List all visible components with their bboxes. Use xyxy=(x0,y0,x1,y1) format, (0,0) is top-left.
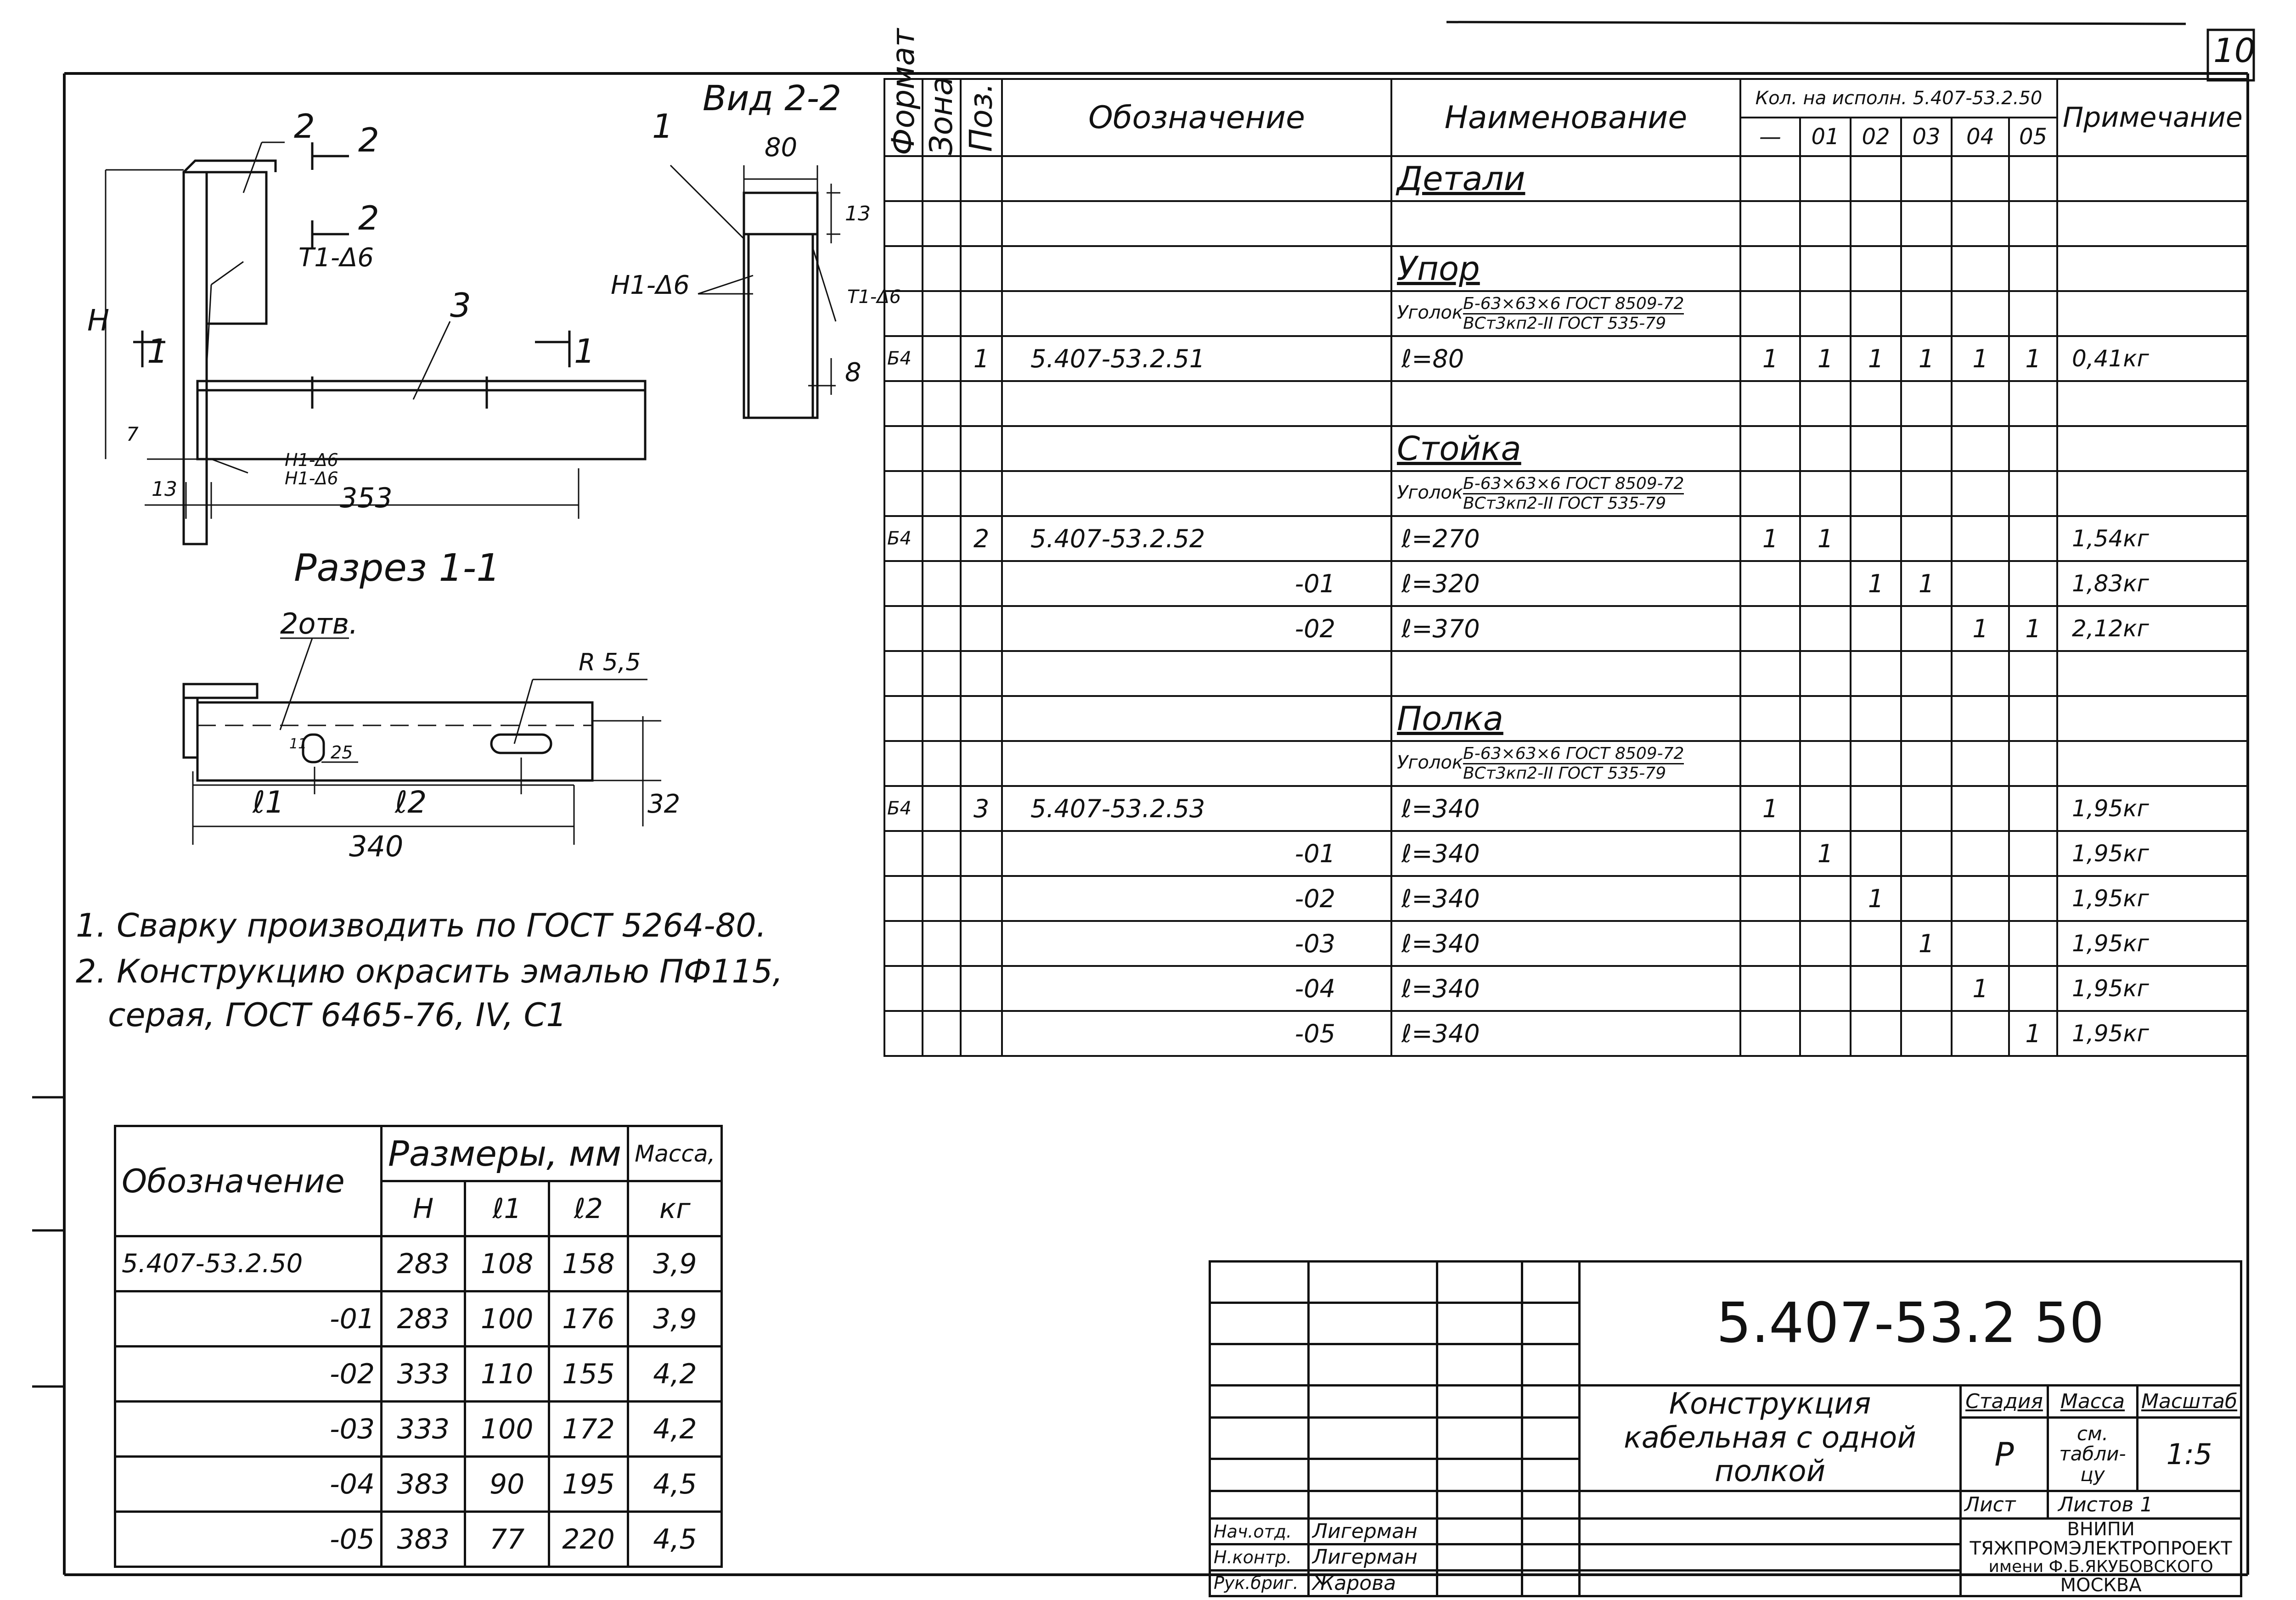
spec-qty: 1 xyxy=(1800,336,1851,381)
size-l2: 155 xyxy=(549,1347,628,1402)
size-sub-kg: кг xyxy=(628,1181,722,1236)
stamp-row-7 xyxy=(1210,1491,2241,1519)
spec-qty xyxy=(1740,966,1800,1011)
spec-zone xyxy=(923,1011,961,1056)
spec-qty xyxy=(2009,561,2057,606)
elevation-view xyxy=(73,92,625,533)
spec-qty xyxy=(1851,966,1901,1011)
size-h: 283 xyxy=(382,1236,465,1291)
spec-qty xyxy=(1901,831,1952,876)
spec-designation: -04 xyxy=(1002,966,1391,1011)
spec-material-stop xyxy=(884,291,2248,336)
size-l2: 195 xyxy=(549,1457,628,1512)
spec-qty xyxy=(1740,606,1800,651)
spec-pos xyxy=(961,921,1002,966)
size-m: 4,2 xyxy=(628,1347,722,1402)
spec-designation: -01 xyxy=(1002,561,1391,606)
spec-qty xyxy=(1800,876,1851,921)
signer-1-name: Лигерман xyxy=(1309,1519,1437,1544)
dim-h: H xyxy=(87,304,110,338)
note-1: 1. Сварку производить по ГОСТ 5264-80. xyxy=(76,907,767,944)
size-m: 3,9 xyxy=(628,1291,722,1347)
size-row xyxy=(115,1402,722,1457)
spec-qty: 1 xyxy=(1800,831,1851,876)
section-dim-340: 340 xyxy=(349,830,404,863)
spec-section-shelf xyxy=(884,696,2248,741)
note-2: 2. Конструкцию окрасить эмалью ПФ115, xyxy=(76,953,783,990)
stamp-row-1 xyxy=(1210,1262,2241,1303)
size-body xyxy=(115,1236,722,1567)
spec-qty: 1 xyxy=(2009,1011,2057,1056)
spec-zone xyxy=(923,921,961,966)
spec-designation: 5.407-53.2.52 xyxy=(1002,516,1391,561)
spec-qty xyxy=(1800,561,1851,606)
spec-zone xyxy=(923,966,961,1011)
spec-h-name: Наименование xyxy=(1391,79,1740,156)
angle-word: Уголок xyxy=(1397,482,1463,503)
size-d: -03 xyxy=(115,1402,382,1457)
spec-note: 1,95кг xyxy=(2057,831,2248,876)
signer-2-role: Н.контр. xyxy=(1210,1544,1309,1570)
title-line-1: Конструкция xyxy=(1669,1387,1871,1421)
spec-material-shelf xyxy=(884,741,2248,786)
spec-qty xyxy=(1952,876,2009,921)
spec-qty xyxy=(1740,831,1800,876)
spec-row xyxy=(884,786,2248,831)
view-weld-h1: Н1-Δ6 xyxy=(611,270,690,300)
sheet-number: 10 xyxy=(2213,31,2256,70)
spec-qty xyxy=(1901,606,1952,651)
spec-qty xyxy=(1851,606,1901,651)
spec-body xyxy=(884,156,2248,1056)
dim-7: 7 xyxy=(126,423,139,445)
spec-name: ℓ=340 xyxy=(1391,831,1740,876)
spec-qty: 1 xyxy=(1952,966,2009,1011)
view-weld-t1: Т1-Δ6 xyxy=(847,286,901,308)
spec-qty: 1 xyxy=(1901,336,1952,381)
spec-qty xyxy=(2009,516,2057,561)
spec-qty: 1 xyxy=(1851,561,1901,606)
spec-row xyxy=(884,876,2248,921)
size-l1: 100 xyxy=(465,1402,549,1457)
spec-name: ℓ=370 xyxy=(1391,606,1740,651)
spec-row xyxy=(884,921,2248,966)
spec-name: ℓ=80 xyxy=(1391,336,1740,381)
spec-name: ℓ=270 xyxy=(1391,516,1740,561)
size-l1: 90 xyxy=(465,1457,549,1512)
size-m: 3,9 xyxy=(628,1236,722,1291)
spec-qty: 1 xyxy=(1740,336,1800,381)
spec-qty: 1 xyxy=(1851,336,1901,381)
spec-note: 0,41кг xyxy=(2057,336,2248,381)
signer-1-signature xyxy=(1437,1519,1522,1544)
size-m: 4,5 xyxy=(628,1457,722,1512)
section-holes: 2отв. xyxy=(280,607,358,640)
spec-pos xyxy=(961,606,1002,651)
scale-value: 1:5 xyxy=(2138,1418,2241,1491)
size-h: 333 xyxy=(382,1402,465,1457)
drawing-title xyxy=(1580,1386,1961,1491)
spec-qty: 1 xyxy=(1740,516,1800,561)
section-mark-2b: 2 xyxy=(358,199,379,237)
qty-col-05: 05 xyxy=(2009,118,2057,156)
spec-zone xyxy=(923,561,961,606)
spec-row xyxy=(884,966,2248,1011)
spec-section-details xyxy=(884,156,2248,201)
org-line-4: МОСКВА xyxy=(2060,1574,2142,1596)
spec-note: 1,95кг xyxy=(2057,966,2248,1011)
material-profile: Б-63×63×6 ГОСТ 8509-72 xyxy=(1463,295,1684,314)
size-table xyxy=(114,1125,723,1568)
spec-designation: -05 xyxy=(1002,1011,1391,1056)
scale-label: Масштаб xyxy=(2138,1386,2241,1418)
spec-qty xyxy=(2009,831,2057,876)
size-l1: 110 xyxy=(465,1347,549,1402)
size-l1: 108 xyxy=(465,1236,549,1291)
spec-format xyxy=(884,561,923,606)
spec-name: ℓ=340 xyxy=(1391,1011,1740,1056)
material-post xyxy=(1391,471,1740,516)
size-d: -01 xyxy=(115,1291,382,1347)
spec-qty xyxy=(1901,1011,1952,1056)
spec-note: 2,12кг xyxy=(2057,606,2248,651)
spec-format xyxy=(884,876,923,921)
spec-qty xyxy=(1952,1011,2009,1056)
mass-value xyxy=(2048,1418,2138,1491)
spec-section-stop xyxy=(884,246,2248,291)
spec-qty xyxy=(1800,966,1851,1011)
view-dim-13: 13 xyxy=(845,202,871,225)
dim-353: 353 xyxy=(340,482,393,514)
spec-pos xyxy=(961,1011,1002,1056)
material-steel: ВСт3кп2-II ГОСТ 535-79 xyxy=(1463,764,1666,783)
qty-col-03: 03 xyxy=(1901,118,1952,156)
mass-line-1: см. xyxy=(2077,1422,2109,1445)
size-h-sizes: Размеры, мм xyxy=(382,1126,628,1181)
spec-designation: 5.407-53.2.53 xyxy=(1002,786,1391,831)
spec-name: ℓ=340 xyxy=(1391,876,1740,921)
section-radius: R 5,5 xyxy=(579,649,641,676)
spec-designation: -03 xyxy=(1002,921,1391,966)
drawing-code: 5.407-53.2 50 xyxy=(1580,1262,2241,1386)
signer-3-signature xyxy=(1437,1570,1522,1596)
size-h: 383 xyxy=(382,1457,465,1512)
org-line-3: имени Ф.Б.ЯКУБОВСКОГО xyxy=(1988,1557,2213,1576)
spec-format: Б4 xyxy=(884,516,923,561)
title-line-3: полкой xyxy=(1714,1454,1826,1489)
size-m: 4,2 xyxy=(628,1402,722,1457)
weld-label-h1b: Н1-Δ6 xyxy=(285,468,338,488)
spec-row xyxy=(884,516,2248,561)
spec-qty xyxy=(1740,921,1800,966)
size-l2: 172 xyxy=(549,1402,628,1457)
section-dim-11: 11 xyxy=(289,736,307,752)
spec-material-post xyxy=(884,471,2248,516)
spec-zone xyxy=(923,336,961,381)
spec-qty xyxy=(2009,966,2057,1011)
spec-pos: 3 xyxy=(961,786,1002,831)
view-dim-8: 8 xyxy=(845,358,861,387)
stamp-sign-1 xyxy=(1210,1519,2241,1544)
size-l2: 158 xyxy=(549,1236,628,1291)
callout-3: 3 xyxy=(450,286,471,325)
size-d: 5.407-53.2.50 xyxy=(115,1236,382,1291)
spec-name: ℓ=340 xyxy=(1391,786,1740,831)
title-line-2: кабельная с одной xyxy=(1624,1420,1916,1455)
section-dim-l2: ℓ2 xyxy=(395,785,427,820)
spec-zone xyxy=(923,606,961,651)
spec-h-note: Примечание xyxy=(2057,79,2248,156)
section-mark-1b: 1 xyxy=(574,332,595,371)
spec-format xyxy=(884,966,923,1011)
spec-name: ℓ=320 xyxy=(1391,561,1740,606)
spec-qty xyxy=(1952,921,2009,966)
spec-qty: 1 xyxy=(2009,336,2057,381)
spec-qty xyxy=(1901,786,1952,831)
size-l1: 100 xyxy=(465,1291,549,1347)
spec-qty xyxy=(1740,876,1800,921)
spec-qty xyxy=(1740,1011,1800,1056)
section-title: Разрез 1-1 xyxy=(294,546,501,590)
stage-label: Стадия xyxy=(1961,1386,2048,1418)
section-details: Детали xyxy=(1391,156,1740,201)
spec-qty: 1 xyxy=(1740,786,1800,831)
spec-note: 1,95кг xyxy=(2057,786,2248,831)
material-shelf xyxy=(1391,741,1740,786)
spec-designation: -02 xyxy=(1002,606,1391,651)
sheet-label: Лист xyxy=(1961,1491,2048,1519)
material-fraction xyxy=(1463,475,1684,512)
size-sub-l1: ℓ1 xyxy=(465,1181,549,1236)
section-shelf: Полка xyxy=(1391,696,1740,741)
spec-h-designation: Обозначение xyxy=(1002,79,1391,156)
stage-value: Р xyxy=(1961,1418,2048,1491)
section-dim-32: 32 xyxy=(647,789,681,819)
section-dim-25: 25 xyxy=(331,742,353,763)
section-1-1 xyxy=(174,607,681,868)
spec-note: 1,95кг xyxy=(2057,921,2248,966)
spec-designation: -02 xyxy=(1002,876,1391,921)
spec-qty xyxy=(1851,921,1901,966)
spec-qty xyxy=(1952,516,2009,561)
spec-format xyxy=(884,1011,923,1056)
spec-note: 1,54кг xyxy=(2057,516,2248,561)
material-profile: Б-63×63×6 ГОСТ 8509-72 xyxy=(1463,745,1684,764)
spec-qty xyxy=(1952,831,2009,876)
spec-qty xyxy=(2009,876,2057,921)
spec-pos xyxy=(961,876,1002,921)
size-h: 333 xyxy=(382,1347,465,1402)
size-row xyxy=(115,1512,722,1567)
dim-13: 13 xyxy=(152,477,177,501)
title-block xyxy=(1209,1260,2242,1597)
spec-row xyxy=(884,831,2248,876)
size-l2: 176 xyxy=(549,1291,628,1347)
spec-qty xyxy=(1851,786,1901,831)
mass-label: Масса xyxy=(2048,1386,2138,1418)
spec-name: ℓ=340 xyxy=(1391,921,1740,966)
spec-qty xyxy=(1740,561,1800,606)
spec-qty xyxy=(1851,516,1901,561)
section-mark-1a: 1 xyxy=(147,332,168,371)
spec-zone xyxy=(923,516,961,561)
weld-label-t1: Т1-Δ6 xyxy=(298,243,374,273)
spec-zone xyxy=(923,876,961,921)
note-3: серая, ГОСТ 6465-76, IV, С1 xyxy=(108,996,567,1034)
qty-col-02: 02 xyxy=(1851,118,1901,156)
spec-qty: 1 xyxy=(1901,561,1952,606)
spec-qty xyxy=(1851,1011,1901,1056)
spec-qty xyxy=(1952,786,2009,831)
size-h: 283 xyxy=(382,1291,465,1347)
spec-designation: -01 xyxy=(1002,831,1391,876)
size-m: 4,5 xyxy=(628,1512,722,1567)
spec-pos xyxy=(961,831,1002,876)
section-mark-2a: 2 xyxy=(358,121,379,159)
angle-word: Уголок xyxy=(1397,752,1463,773)
spec-format xyxy=(884,921,923,966)
size-row xyxy=(115,1291,722,1347)
spec-pos xyxy=(961,561,1002,606)
spec-qty xyxy=(1901,516,1952,561)
qty-col-01: 01 xyxy=(1800,118,1851,156)
size-h-designation: Обозначение xyxy=(115,1126,382,1236)
spec-qty xyxy=(1800,1011,1851,1056)
callout-2: 2 xyxy=(294,107,315,146)
qty-col-base: — xyxy=(1740,118,1800,156)
size-d: -05 xyxy=(115,1512,382,1567)
spec-blank xyxy=(884,201,2248,246)
size-header-row xyxy=(115,1126,722,1181)
spec-table xyxy=(884,28,2249,1057)
spec-section-post xyxy=(884,426,2248,471)
view-title: Вид 2-2 xyxy=(703,78,842,118)
spec-qty: 1 xyxy=(1851,876,1901,921)
spec-qty xyxy=(1901,966,1952,1011)
spec-designation: 5.407-53.2.51 xyxy=(1002,336,1391,381)
size-l2: 220 xyxy=(549,1512,628,1567)
spec-h-pos: Поз. xyxy=(961,79,1002,156)
section-dim-l1: ℓ1 xyxy=(253,785,285,820)
spec-qty: 1 xyxy=(1952,606,2009,651)
spec-qty xyxy=(1952,561,2009,606)
size-h: 383 xyxy=(382,1512,465,1567)
size-sub-l2: ℓ2 xyxy=(549,1181,628,1236)
material-fraction xyxy=(1463,295,1684,332)
spec-row xyxy=(884,1011,2248,1056)
size-d: -04 xyxy=(115,1457,382,1512)
spec-qty xyxy=(1851,831,1901,876)
spec-header-row xyxy=(884,79,2248,118)
spec-h-format: Формат xyxy=(885,28,922,155)
spec-qty: 1 xyxy=(1952,336,2009,381)
spec-note: 1,83кг xyxy=(2057,561,2248,606)
spec-qty: 1 xyxy=(2009,606,2057,651)
stamp-row-4 xyxy=(1210,1386,2241,1418)
section-stop: Упор xyxy=(1391,246,1740,291)
section-post: Стойка xyxy=(1391,426,1740,471)
size-row xyxy=(115,1347,722,1402)
signer-1-role: Нач.отд. xyxy=(1210,1519,1309,1544)
callout-1: 1 xyxy=(652,107,673,146)
size-d: -02 xyxy=(115,1347,382,1402)
spec-format: Б4 xyxy=(884,336,923,381)
spec-row xyxy=(884,336,2248,381)
signer-3-name: Жарова xyxy=(1309,1570,1437,1596)
spec-note: 1,95кг xyxy=(2057,1011,2248,1056)
spec-pos: 1 xyxy=(961,336,1002,381)
spec-qty xyxy=(1800,786,1851,831)
spec-format xyxy=(884,831,923,876)
spec-blank xyxy=(884,651,2248,696)
material-profile: Б-63×63×6 ГОСТ 8509-72 xyxy=(1463,475,1684,494)
material-steel: ВСт3кп2-II ГОСТ 535-79 xyxy=(1463,314,1666,333)
sheets-label: Листов 1 xyxy=(2048,1491,2241,1519)
spec-qty: 1 xyxy=(1901,921,1952,966)
spec-qty: 1 xyxy=(1800,516,1851,561)
signer-3-role: Рук.бриг. xyxy=(1210,1570,1309,1596)
material-fraction xyxy=(1463,745,1684,782)
spec-qty xyxy=(1901,876,1952,921)
spec-zone xyxy=(923,786,961,831)
size-l1: 77 xyxy=(465,1512,549,1567)
spec-qty xyxy=(1800,606,1851,651)
spec-pos xyxy=(961,966,1002,1011)
size-h-mass: Масса, xyxy=(628,1126,722,1181)
spec-format xyxy=(884,606,923,651)
weld-label-h1a: Н1-Δ6 xyxy=(285,450,338,470)
mass-line-3: цу xyxy=(2080,1463,2105,1486)
size-row xyxy=(115,1236,722,1291)
spec-row xyxy=(884,606,2248,651)
signer-2-signature xyxy=(1437,1544,1522,1570)
spec-h-qty: Кол. на исполн. 5.407-53.2.50 xyxy=(1740,79,2057,118)
spec-qty xyxy=(2009,921,2057,966)
material-stop xyxy=(1391,291,1740,336)
signer-2-name: Лигерман xyxy=(1309,1544,1437,1570)
spec-row xyxy=(884,561,2248,606)
spec-h-zone: Зона xyxy=(923,76,960,155)
organization xyxy=(1961,1519,2241,1596)
spec-pos: 2 xyxy=(961,516,1002,561)
spec-format: Б4 xyxy=(884,786,923,831)
spec-blank xyxy=(884,381,2248,426)
spec-qty xyxy=(2009,786,2057,831)
angle-word: Уголок xyxy=(1397,302,1463,323)
material-steel: ВСт3кп2-II ГОСТ 535-79 xyxy=(1463,494,1666,513)
qty-col-04: 04 xyxy=(1952,118,2009,156)
spec-qty xyxy=(1800,921,1851,966)
spec-name: ℓ=340 xyxy=(1391,966,1740,1011)
size-row xyxy=(115,1457,722,1512)
org-line-2: ТЯЖПРОМЭЛЕКТРОПРОЕКТ xyxy=(1970,1538,2232,1559)
mass-line-2: табли- xyxy=(2059,1443,2126,1465)
spec-note: 1,95кг xyxy=(2057,876,2248,921)
size-sub-h: H xyxy=(382,1181,465,1236)
spec-zone xyxy=(923,831,961,876)
view-dim-80: 80 xyxy=(765,133,798,163)
org-line-1: ВНИПИ xyxy=(2067,1519,2135,1540)
